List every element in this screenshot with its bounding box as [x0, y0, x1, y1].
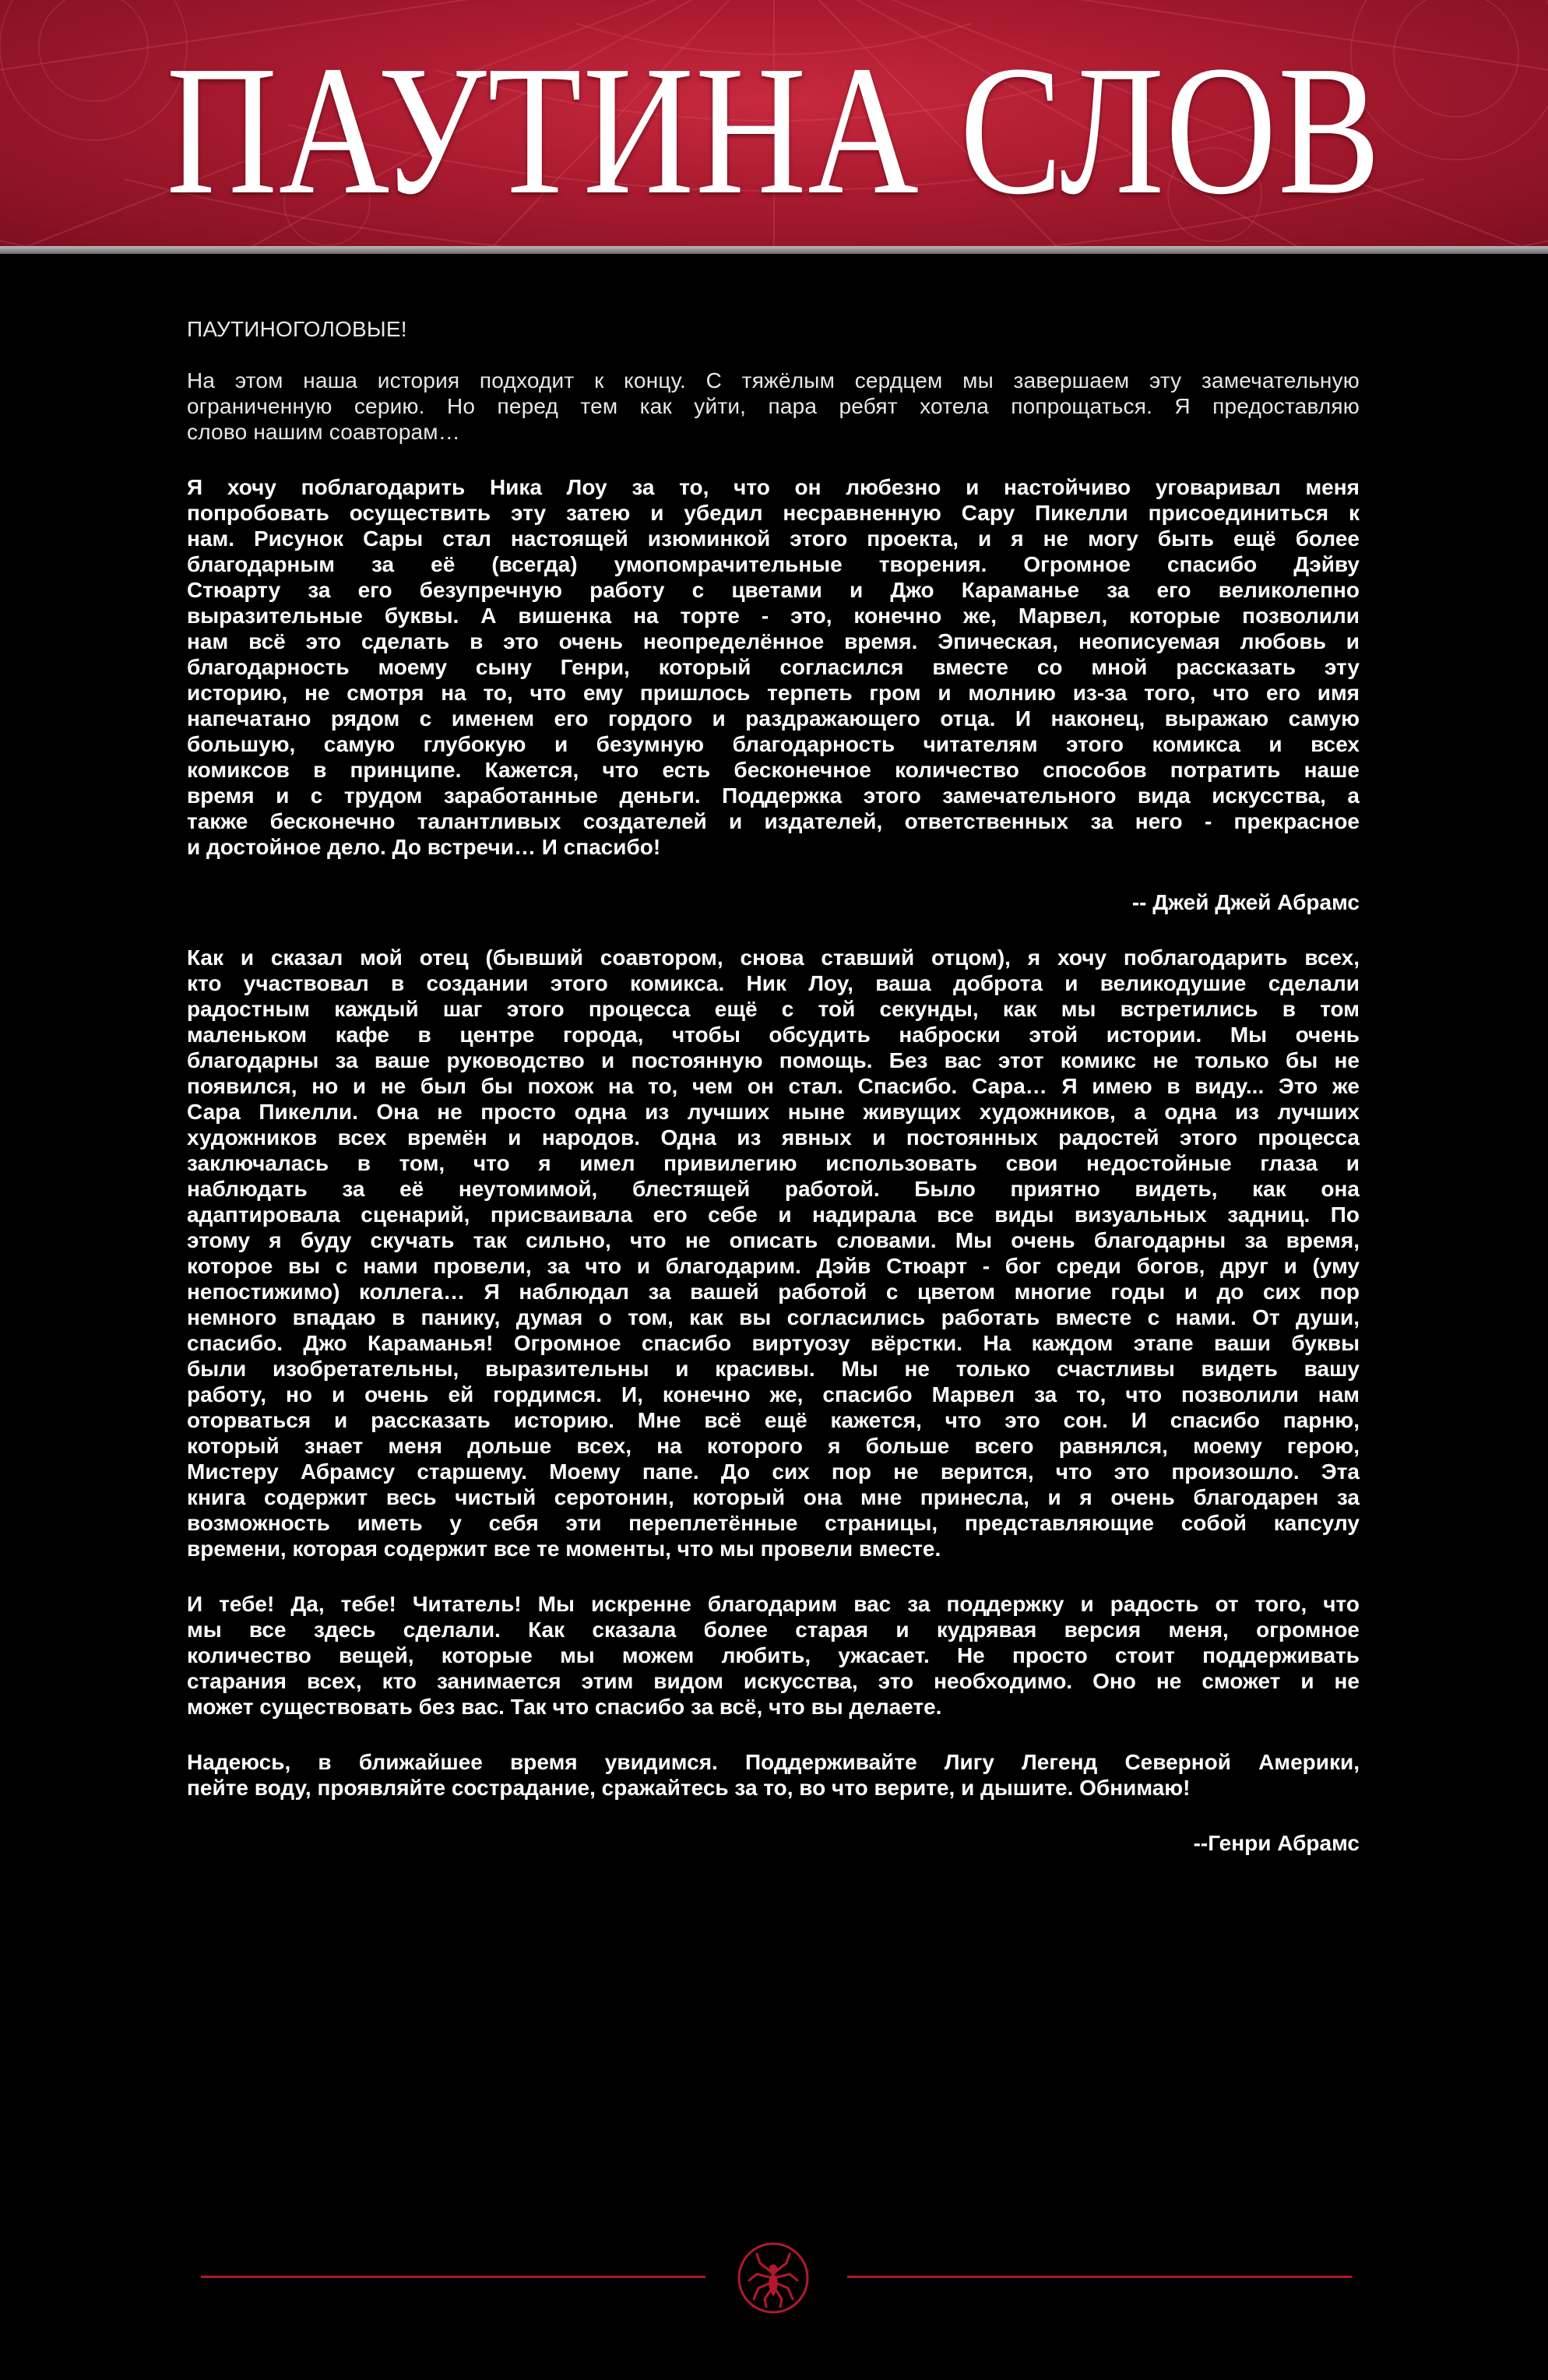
text-line: возможность иметь у себя эти переплетённые страницы, представляющие собой капсулу: [187, 1511, 1360, 1535]
text-line: появился, но и не был бы похож на то, чем он стал. Спасибо. Сара… Я имею в виду... Это же: [187, 1074, 1360, 1098]
text-line: Стюарту за его безупречную работу с цветами и Джо Караманье за его великолепно: [187, 578, 1360, 602]
text-line: также бесконечно талантливых создателей и издателей, ответственных за него - прекрасное: [187, 809, 1360, 833]
banner-divider: [0, 246, 1548, 254]
text-line: благодарны за ваше руководство и постоянную помощь. Без вас этот комикс не только бы не: [187, 1048, 1360, 1072]
text-line: комиксов в принципе. Кажется, что есть бесконечное количество способов потратить наше: [187, 758, 1360, 782]
text-line: И тебе! Да, тебе! Читатель! Мы искренне благодарим вас за поддержку и радость от того, что: [187, 1592, 1360, 1616]
text-line: адаптировала сценарий, присваивала его себе и надирала все виды визуальных задниц. По: [187, 1202, 1360, 1227]
text-line: напечатано рядом с именем его гордого и раздражающего отца. И наконец, выражаю самую: [187, 706, 1360, 731]
text-line: Надеюсь, в ближайшее время увидимся. Поддерживайте Лигу Легенд Северной Америки,: [187, 1750, 1360, 1774]
text-line: работу, но и очень ей гордимся. И, конечно же, спасибо Марвел за то, что позволили нам: [187, 1382, 1360, 1407]
text-line: немного впадаю в панику, думая о том, как вы согласились работать вместе с нами. От души,: [187, 1305, 1360, 1329]
text-line: слово нашим соавторам…: [187, 420, 460, 444]
text-line: кто участвовал в создании этого комикса. Ник Лоу, ваша доброта и великодушие сделали: [187, 971, 1360, 995]
text-line: которое вы с нами провели, за что и благодарим. Дэйв Стюарт - бог среди богов, друг и (уму: [187, 1254, 1360, 1278]
text-line: старания всех, кто занимается этим видом искусства, это необходимо. Оно не сможет и не: [187, 1669, 1360, 1693]
text-line: мы все здесь сделали. Как сказала более старая и кудрявая версия меня, огромное: [187, 1618, 1360, 1642]
text-line: Сара Пикелли. Она не просто одна из лучших ныне живущих художников, а одна из лучших: [187, 1100, 1360, 1124]
letter-column: [187, 316, 1360, 1856]
text-line: радостным каждый шаг этого процесса ещё с той секунды, как мы встретились в том: [187, 997, 1360, 1021]
text-line: и достойное дело. До встречи… И спасибо!: [187, 835, 661, 859]
text-line: благодарность моему сыну Генри, который согласился вместе со мной рассказать эту: [187, 655, 1360, 679]
text-line: попробовать осуществить эту затею и убедил несравненную Сару Пикелли присоединиться к: [187, 501, 1360, 525]
letter-greeting: ПАУТИНОГОЛОВЫЕ!: [187, 317, 407, 341]
text-line: Как и сказал мой отец (бывший соавтором, снова ставший отцом), я хочу поблагодарить всех,: [187, 945, 1360, 970]
text-line: На этом наша история подходит к концу. С тяжёлым сердцем мы завершаем эту замечательную: [187, 368, 1360, 393]
text-line: время и с трудом заработанные деньги. Поддержка этого замечательного вида искусства, а: [187, 783, 1360, 808]
text-line: нам. Рисунок Сары стал настоящей изюминкой этого проекта, и я не могу быть ещё более: [187, 526, 1360, 551]
text-line: Я хочу поблагодарить Ника Лоу за то, что он любезно и настойчиво уговаривал меня: [187, 475, 1360, 499]
text-line: были изобретательны, выразительны и красивы. Мы не только счастливы видеть вашу: [187, 1357, 1360, 1381]
jj-abrams-signature: -- Джей Джей Абрамс: [1131, 890, 1360, 914]
text-line: историю, не смотря на то, что ему пришлось терпеть гром и молнию из-за того, что его имя: [187, 681, 1360, 705]
footer-divider-right: [847, 2276, 1352, 2278]
text-line: который знает меня дольше всех, на которого я больше всего равнялся, моему герою,: [187, 1434, 1360, 1458]
text-line: благодарным за её (всегда) умопомрачительные творения. Огромное спасибо Дэйву: [187, 552, 1360, 576]
jj-abrams-paragraph: [187, 474, 1360, 860]
intro-paragraph: [187, 368, 1360, 445]
text-line: ограниченную серию. Но перед тем как уйти, пара ребят хотела попрощаться. Я предоставляю: [187, 394, 1360, 418]
text-line: спасибо. Джо Караманья! Огромное спасибо виртуозу вёрстки. На каждом этапе ваши буквы: [187, 1331, 1360, 1355]
text-line: непостижимо) коллега… Я наблюдал за вашей работой с цветом многие годы и до сих пор: [187, 1280, 1360, 1304]
text-line: выразительные буквы. А вишенка на торте - это, конечно же, Марвел, которые позволили: [187, 604, 1360, 628]
text-line: может существовать без вас. Так что спасибо за всё, что вы делаете.: [187, 1695, 942, 1719]
reader-paragraph: [187, 1591, 1360, 1720]
text-line: этому я буду скучать так сильно, что не описать словами. Мы очень благодарны за время,: [187, 1228, 1360, 1252]
text-line: оторваться и рассказать историю. Мне всё ещё кажется, что это сон. И спасибо парню,: [187, 1408, 1360, 1432]
text-line: наблюдать за её неутомимой, блестящей работой. Было приятно видеть, как она: [187, 1177, 1360, 1201]
henry-abrams-paragraph: [187, 945, 1360, 1561]
text-line: маленьком кафе в центре города, чтобы обсудить наброски этой истории. Мы очень: [187, 1023, 1360, 1047]
text-line: количество вещей, которые мы можем любить, ужасает. Не просто стоит поддерживать: [187, 1643, 1360, 1667]
text-line: нам всё это сделать в это очень неопределённое время. Эпическая, неописуемая любовь и: [187, 629, 1360, 653]
text-line: Мистеру Абрамсу старшему. Моему папе. До сих пор не верится, что это произошло. Эта: [187, 1459, 1360, 1484]
header-banner: [0, 0, 1548, 254]
text-line: заключалась в том, что я имел привилегию использовать свои недостойные глаза и: [187, 1151, 1360, 1175]
closing-paragraph: [187, 1749, 1360, 1801]
text-line: большую, самую глубокую и безумную благодарность читателям этого комикса и всех: [187, 732, 1360, 756]
footer-divider-left: [201, 2276, 705, 2278]
text-line: пейте воду, проявляйте сострадание, сражайтесь за то, во что верите, и дышите. Обнимаю!: [187, 1776, 1191, 1800]
text-line: времени, которая содержит все те моменты, что мы провели вместе.: [187, 1537, 941, 1561]
text-line: художников всех времён и народов. Одна из явных и постоянных радостей этого процесса: [187, 1125, 1360, 1150]
page-title: ПАУТИНА СЛОВ: [166, 28, 1382, 233]
text-line: книга содержит весь чистый серотонин, который она мне принесла, и я очень благодарен за: [187, 1485, 1360, 1509]
spider-emblem-icon: [737, 2241, 810, 2315]
henry-abrams-signature: --Генри Абрамс: [1193, 1831, 1360, 1855]
